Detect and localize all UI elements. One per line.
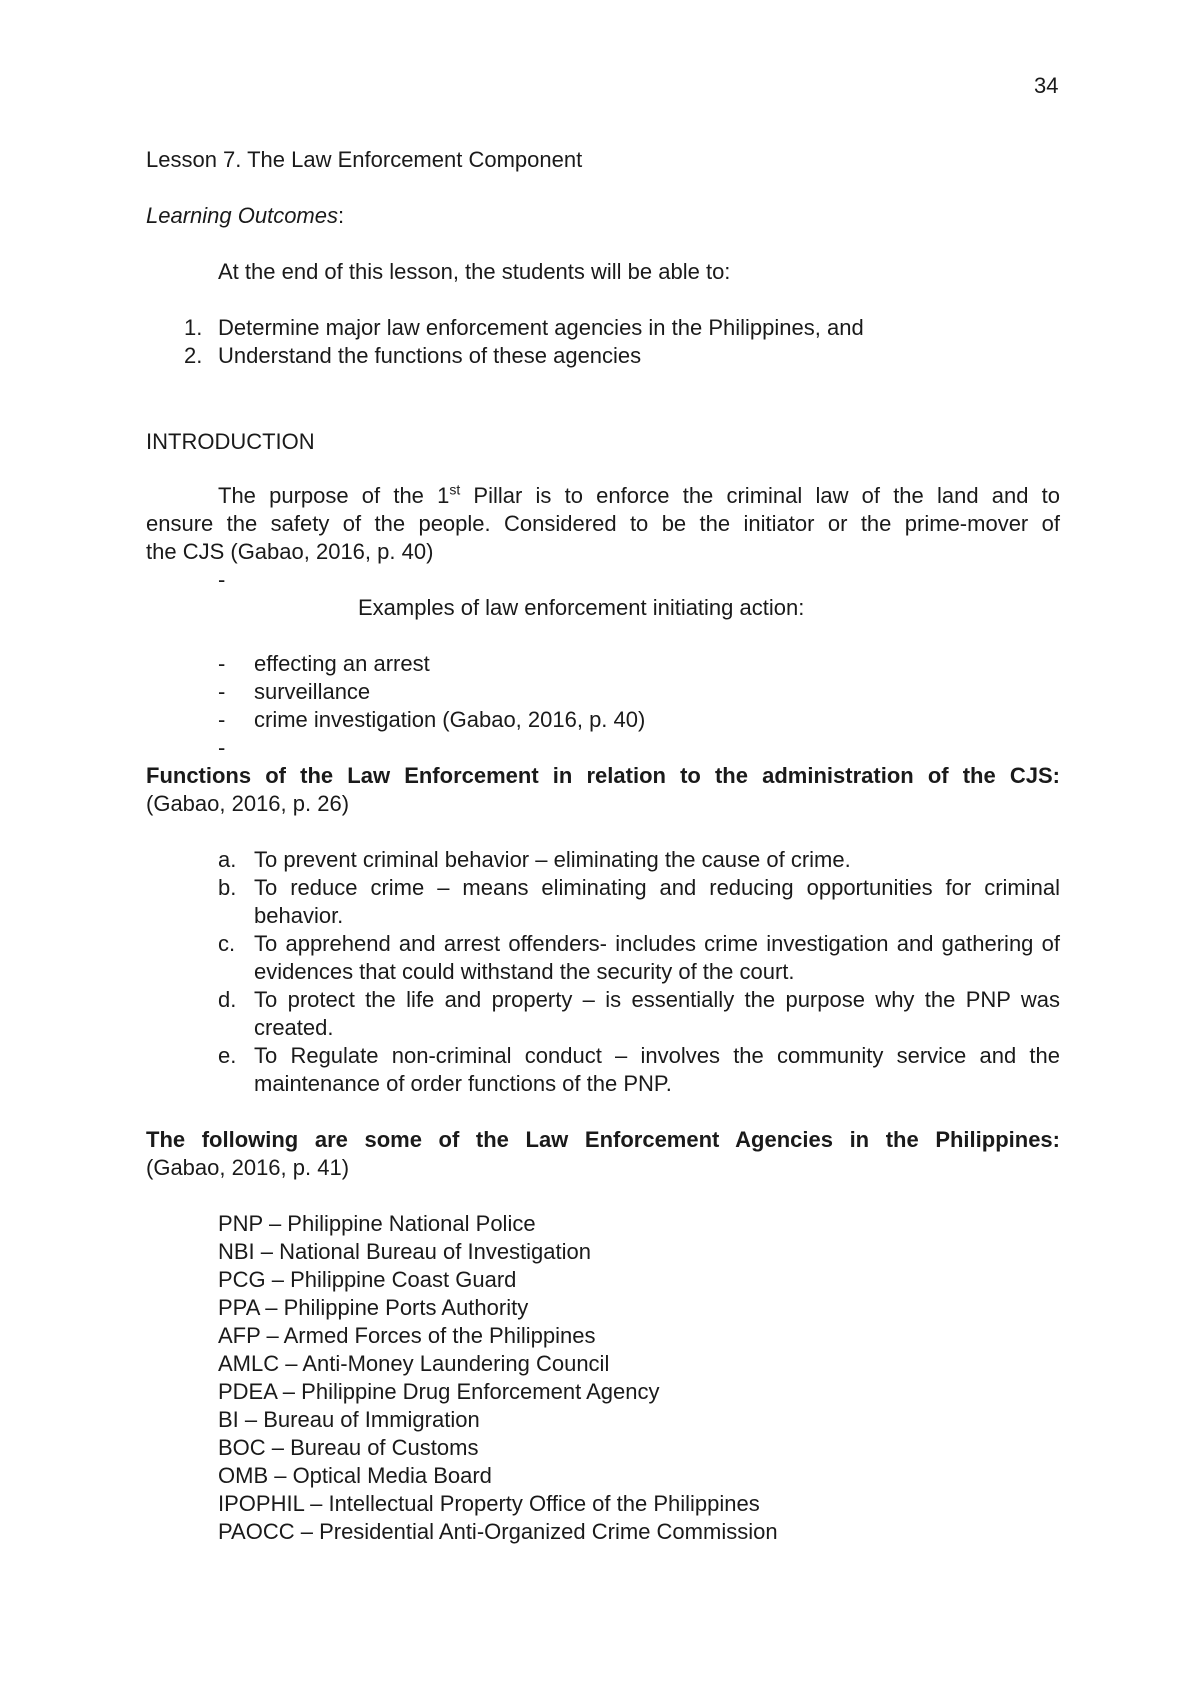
learning-outcomes-label-text: Learning Outcomes [146,203,338,228]
lesson-title: Lesson 7. The Law Enforcement Component [146,147,583,172]
outcome-number: 1. [184,315,203,340]
function-letter: b. [218,875,237,900]
agency-item: BOC – Bureau of Customs [218,1435,479,1460]
example-text: effecting an arrest [254,651,430,676]
agency-item: PAOCC – Presidential Anti-Organized Crime Commission [218,1519,778,1544]
introduction-paragraph [146,482,1060,566]
function-item [218,930,1060,986]
outcome-text: Understand the functions of these agencies [218,343,642,368]
page-number: 34 [1034,73,1059,98]
function-text: To apprehend and arrest offenders- includes crime investigation and gathering of evidences that could withstand the security of the court. [254,931,1060,984]
function-item [218,986,1060,1042]
agency-item: PPA – Philippine Ports Authority [218,1295,529,1320]
outcome-number: 2. [184,343,203,368]
agency-item: PCG – Philippine Coast Guard [218,1267,517,1292]
outcomes-intro-sentence: At the end of this lesson, the students will be able to: [218,259,731,284]
bullet-dash: - [218,651,226,676]
agency-item: PDEA – Philippine Drug Enforcement Agency [218,1379,660,1404]
function-letter: c. [218,931,236,956]
introduction-line-1-end: Pillar is to enforce the criminal law of the land and to [460,483,1060,508]
function-item [218,874,1060,930]
function-text: To reduce crime – means eliminating and reducing opportunities for criminal behavior. [254,875,1060,928]
introduction-line-2: ensure the safety of the people. Considered to be the initiator or the prime-mover of [146,511,1060,536]
ordinal-superscript: st [449,481,461,498]
example-text: crime investigation (Gabao, 2016, p. 40) [254,707,646,732]
agency-item: OMB – Optical Media Board [218,1463,492,1488]
learning-outcomes-colon: : [338,203,345,228]
introduction-heading: INTRODUCTION [146,429,315,454]
example-text: surveillance [254,679,371,704]
function-letter: d. [218,987,237,1012]
agencies-heading: The following are some of the Law Enforcement Agencies in the Philippines: [146,1127,1060,1152]
introduction-line-3: the CJS (Gabao, 2016, p. 40) [146,539,434,564]
introduction-line-1 [146,482,1060,510]
dash-marker: - [218,735,226,760]
introduction-line-1-start: The purpose of the 1 [218,483,450,508]
function-text: To prevent criminal behavior – eliminating the cause of crime. [254,847,851,872]
agency-item: IPOPHIL – Intellectual Property Office of the Philippines [218,1491,760,1516]
dash-marker: - [218,567,226,592]
agency-item: AFP – Armed Forces of the Philippines [218,1323,596,1348]
bullet-dash: - [218,679,226,704]
agency-item: NBI – National Bureau of Investigation [218,1239,592,1264]
functions-heading: Functions of the Law Enforcement in relation to the administration of the CJS: [146,763,1060,788]
learning-outcomes-label [146,202,344,230]
functions-citation: (Gabao, 2016, p. 26) [146,791,350,816]
function-text: To Regulate non-criminal conduct – involves the community service and the maintenance of order functions of the PNP. [254,1043,1060,1096]
function-item [218,846,1060,874]
function-item [218,1042,1060,1098]
agency-item: AMLC – Anti-Money Laundering Council [218,1351,610,1376]
bullet-dash: - [218,707,226,732]
agency-item: PNP – Philippine National Police [218,1211,536,1236]
examples-intro: Examples of law enforcement initiating action: [358,595,805,620]
function-letter: a. [218,847,237,872]
function-letter: e. [218,1043,237,1068]
agency-item: BI – Bureau of Immigration [218,1407,480,1432]
outcome-text: Determine major law enforcement agencies in the Philippines, and [218,315,864,340]
function-text: To protect the life and property – is essentially the purpose why the PNP was created. [254,987,1060,1040]
agencies-citation: (Gabao, 2016, p. 41) [146,1155,350,1180]
